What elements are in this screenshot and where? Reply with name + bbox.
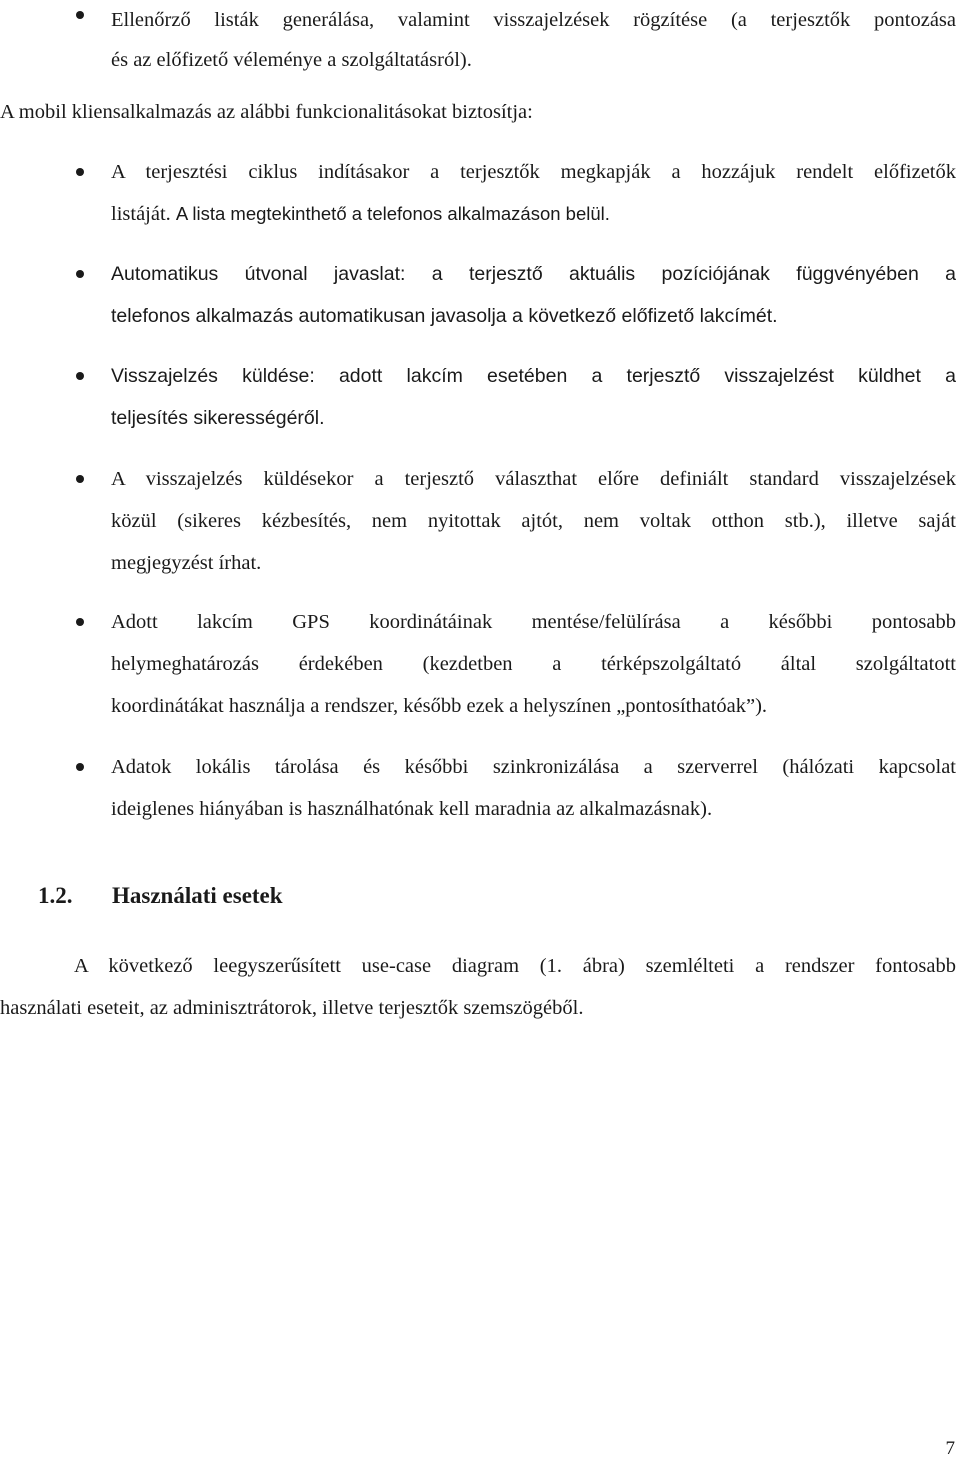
list-item-line [111, 193, 956, 235]
list-item-line: közül (sikeres kézbesítés, nem nyitottak ajtót, nem voltak otthon stb.), illetve saját [111, 510, 956, 532]
paragraph-line: használati eseteit, az adminisztrátorok, illetve terjesztők szemszögéből. [0, 997, 584, 1019]
list-item-line: Adott lakcím GPS koordinátáinak mentése/felülírása a későbbi pontosabb [111, 611, 956, 633]
feature-list [0, 355, 960, 439]
bullet-icon [76, 618, 84, 626]
bullet-icon [76, 372, 84, 380]
list-item [0, 151, 960, 235]
section-number: 1.2. [38, 883, 73, 908]
bullet-icon [76, 475, 84, 483]
feature-list [0, 746, 960, 830]
section-paragraph [0, 945, 956, 1029]
list-item-line: megjegyzést írhat. [111, 552, 262, 574]
list-item-text: listáját. [111, 203, 171, 225]
feature-list [0, 253, 960, 337]
page-number: 7 [945, 1438, 955, 1459]
section-heading [38, 878, 283, 914]
list-item-line: A visszajelzés küldésekor a terjesztő választhat előre definiált standard visszajelzések [111, 468, 956, 490]
feature-list [0, 601, 960, 727]
list-item [0, 355, 960, 439]
intro-paragraph: A mobil kliensalkalmazás az alábbi funkcionalitásokat biztosítja: [0, 101, 533, 123]
list-item [0, 746, 960, 830]
list-item-line: és az előfizető véleménye a szolgáltatásról). [111, 49, 472, 71]
bullet-icon [76, 763, 84, 771]
list-item-line: Visszajelzés küldése: adott lakcím esetében a terjesztő visszajelzést küldhet a [111, 365, 956, 387]
top-bullet-list [0, 0, 960, 80]
list-item [0, 0, 960, 80]
list-item-line: Adatok lokális tárolása és későbbi szinkronizálása a szerverrel (hálózati kapcsolat [111, 756, 956, 778]
list-item-line: koordinátákat használja a rendszer, később ezek a helyszínen „pontosíthatóak”). [111, 695, 768, 717]
list-item-line: Ellenőrző listák generálása, valamint visszajelzések rögzítése (a terjesztők pontozása [111, 9, 956, 31]
section-title: Használati esetek [112, 883, 283, 908]
list-item-line: A terjesztési ciklus indításakor a terjesztők megkapják a hozzájuk rendelt előfizetők [111, 161, 956, 183]
paragraph-line: A következő leegyszerűsített use-case diagram (1. ábra) szemlélteti a rendszer fontosabb [74, 955, 956, 977]
list-item-line: telefonos alkalmazás automatikusan javasolja a következő előfizető lakcímét. [111, 305, 778, 327]
list-item [0, 253, 960, 337]
feature-list [0, 458, 960, 584]
list-item-line: Automatikus útvonal javaslat: a terjesztő aktuális pozíciójának függvényében a [111, 263, 956, 285]
list-item-line: ideiglenes hiányában is használhatónak kell maradnia az alkalmazásnak). [111, 798, 713, 820]
bullet-icon [76, 168, 84, 176]
list-item [0, 458, 960, 584]
bullet-icon [76, 270, 84, 278]
bullet-icon [76, 11, 84, 19]
list-item-line: teljesítés sikerességéről. [111, 407, 325, 429]
list-item-line: helymeghatározás érdekében (kezdetben a térképszolgáltató által szolgáltatott [111, 653, 956, 675]
feature-list [0, 151, 960, 235]
list-item [0, 601, 960, 727]
list-item-text-sans: A lista megtekinthető a telefonos alkalmazáson belül. [175, 203, 610, 224]
